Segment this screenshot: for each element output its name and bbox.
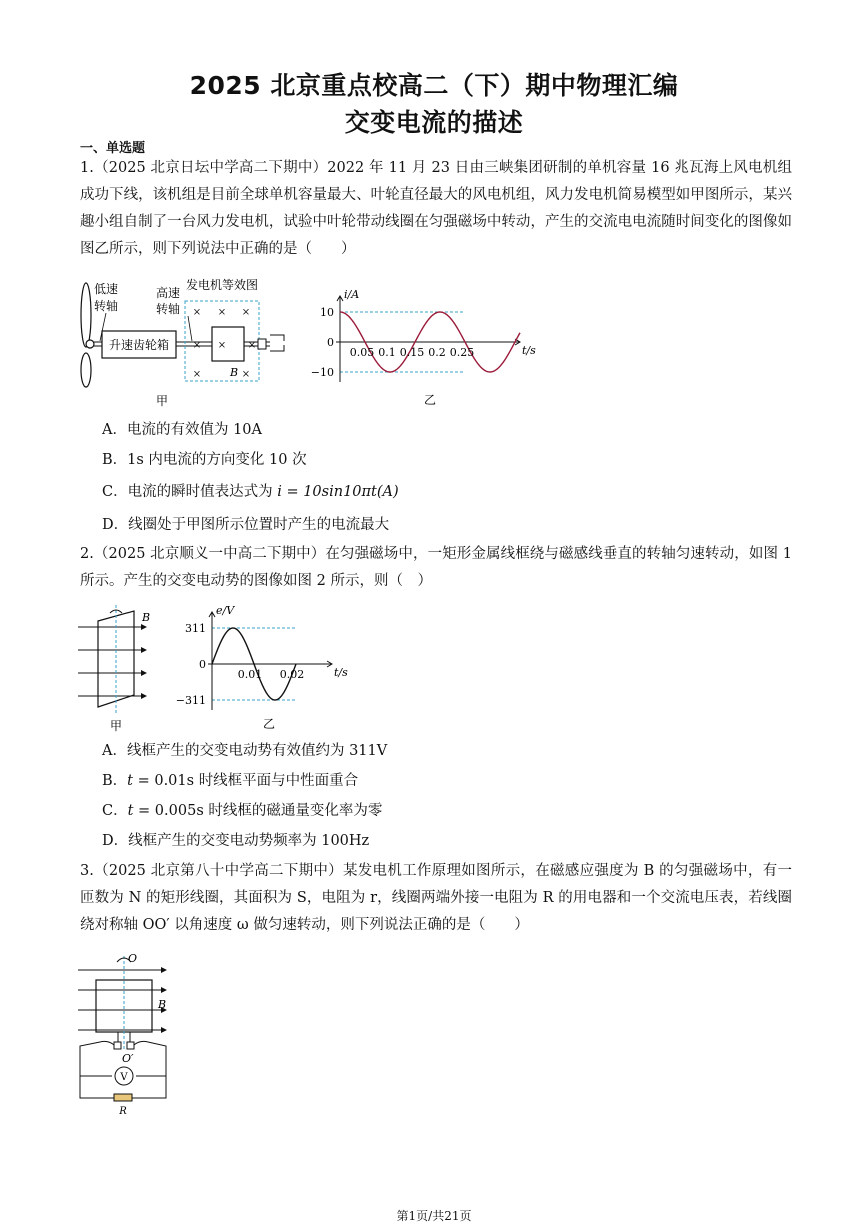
magnetic-field-crosses	[193, 307, 256, 380]
svg-text:×: ×	[217, 340, 227, 351]
generator-label: 发电机等效图	[186, 278, 259, 292]
x-tick-label: 0.1	[378, 346, 396, 359]
y-tick-label: 0	[327, 336, 334, 349]
question-2-stem: 2.（2025 北京顺义一中高二下期中）在匀强磁场中，一矩形金属线框绕与磁感线垂直的转轴匀速转动，如图 1 所示。产生的交变电动势的图像如图 2 所示，则（ ）	[80, 546, 792, 589]
y-tick-label: −10	[310, 366, 334, 379]
wind-turbine-hub	[86, 340, 94, 348]
field-label-b: B	[142, 611, 151, 624]
x-tick-label: 0.01	[237, 668, 263, 681]
q2-option-c	[102, 801, 382, 821]
q1-figure-jia	[70, 275, 295, 410]
page-footer: 第1页/共21页	[396, 1209, 472, 1223]
svg-text:×: ×	[241, 369, 251, 380]
x-axis-label: t/s	[522, 344, 536, 357]
y-tick-label: −311	[175, 694, 206, 707]
coil-box	[212, 327, 244, 361]
high-speed-label-2: 转轴	[156, 302, 181, 316]
x-tick-label: 0.15	[399, 346, 425, 359]
wind-turbine-blade	[81, 283, 91, 347]
q1-option-a: A．电流的有效值为 10A	[102, 422, 263, 438]
x-tick-label: 0.2	[428, 346, 446, 359]
q2-emf-chart	[175, 600, 350, 735]
question-3-stem: 3.（2025 北京第八十中学高二下期中）某发电机工作原理如图所示，在磁感应强度为 B 的匀强磁场中，有一匝数为 N 的矩形线圈，其面积为 S，电阻为 r，线圈两端外接一电阻为 R 的用电器和一个交流电压表，若线圈绕对称轴 OO′ 以角速度 ω 做匀速转动，则下列说法正确的是（ ）	[80, 863, 792, 933]
axis-label-o-prime: O′	[122, 1052, 134, 1065]
figure-label-jia: 甲	[155, 394, 169, 408]
q2-figure-jia	[76, 603, 158, 733]
y-axis-label: e/V	[216, 604, 235, 617]
q1-option-c-formula: i = 10sin10πt(A)	[277, 484, 399, 500]
voltmeter-label: V	[120, 1072, 128, 1083]
q2-option-a: A．线框产生的交变电动势有效值约为 311V	[102, 743, 388, 759]
y-tick-label: 311	[185, 622, 206, 635]
svg-text:×: ×	[192, 340, 202, 351]
gearbox-label: 升速齿轮箱	[108, 338, 170, 352]
q2-option-c-prefix: C．	[102, 803, 128, 819]
y-axis-label: i/A	[344, 288, 360, 301]
figure-label-yi: 乙	[262, 717, 276, 731]
q2-option-d: D．线框产生的交变电动势频率为 100Hz	[102, 833, 370, 849]
y-tick-label: 0	[199, 658, 206, 671]
q1-option-c	[102, 482, 399, 502]
q2-option-b-var: t	[127, 773, 133, 789]
q2-option-c-var: t	[127, 803, 134, 819]
svg-text:×: ×	[217, 307, 227, 318]
question-1-stem: 1.（2025 北京日坛中学高二下期中）2022 年 11 月 23 日由三峡集团研制的单机容量 16 兆瓦海上风电机组成功下线，该机组是目前全球单机容量最大、叶轮直径最大的风电机组，风力发电机简易模型如甲图所示，某兴趣小组自制了一台风力发电机，试验中叶轮带动线圈在匀强磁场中转动，产生的交流电电流随时间变化的图像如图乙所示，则下列说法中正确的是（ ）	[80, 160, 792, 257]
resistor	[114, 1094, 132, 1101]
q1-option-b: B．1s 内电流的方向变化 10 次	[102, 452, 307, 468]
slip-ring	[127, 1042, 134, 1049]
field-label-b: B	[230, 366, 239, 379]
q1-current-chart	[310, 270, 540, 410]
q1-option-c-text: C．电流的瞬时值表达式为	[102, 484, 278, 500]
x-tick-label: 0.02	[279, 668, 305, 681]
x-axis-label: t/s	[334, 666, 348, 679]
axis-label-o: O	[128, 952, 138, 965]
slip-ring	[114, 1042, 121, 1049]
low-speed-label-1: 低速	[94, 282, 119, 296]
resistor-label: R	[119, 1106, 127, 1117]
svg-text:×: ×	[241, 307, 251, 318]
q3-generator-figure	[74, 950, 174, 1118]
svg-text:×: ×	[247, 340, 257, 351]
high-speed-label-1: 高速	[156, 286, 181, 300]
section-heading: 一、单选题	[80, 141, 146, 156]
x-tick-label: 0.25	[449, 346, 475, 359]
document-subtitle: 交变电流的描述	[344, 108, 524, 137]
svg-text:×: ×	[192, 307, 202, 318]
wind-turbine-blade	[81, 353, 91, 387]
figure-label-yi: 乙	[423, 393, 437, 407]
q2-option-c-text: = 0.005s 时线框的磁通量变化率为零	[133, 803, 383, 819]
q2-option-b-text: = 0.01s 时线框平面与中性面重合	[132, 773, 359, 789]
document-title: 2025 北京重点校高二（下）期中物理汇编	[189, 71, 679, 100]
x-tick-label: 0.05	[349, 346, 375, 359]
y-tick-label: 10	[320, 306, 334, 319]
svg-text:×: ×	[192, 369, 202, 380]
q2-option-b	[102, 771, 358, 791]
q2-option-b-prefix: B．	[102, 773, 128, 789]
figure-label-jia: 甲	[109, 719, 123, 733]
low-speed-label-2: 转轴	[94, 299, 119, 313]
q1-option-d: D．线圈处于甲图所示位置时产生的电流最大	[102, 517, 390, 533]
field-label-b: B	[158, 998, 167, 1011]
